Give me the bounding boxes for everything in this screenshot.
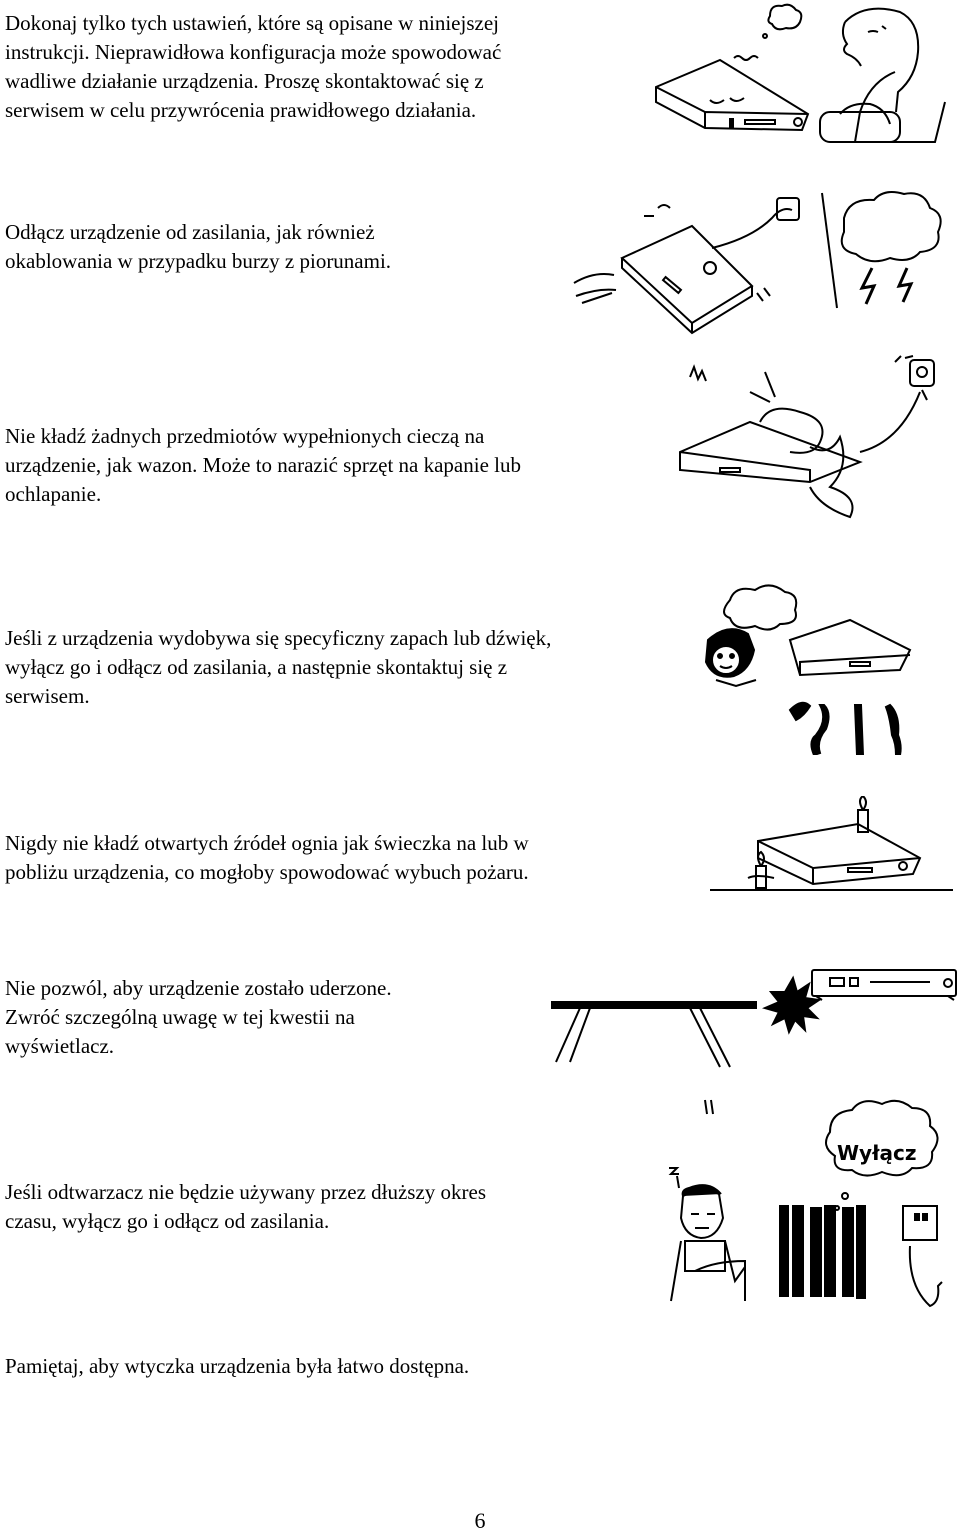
warning-text-settings: Dokonaj tylko tych ustawień, które są opisane w niniejszej instrukcji. Nieprawidłowa konfiguracja może spowodować wadliwe działanie urządzenia. Proszę skontaktować się z serwisem w celu przywrócenia prawidłowego działania. bbox=[5, 11, 502, 122]
warning-text-unplug: Jeśli odtwarzacz nie będzie używany przez dłuższy okres czasu, wyłącz go i odłącz od zasilania. bbox=[5, 1180, 487, 1233]
warning-text-fire: Nigdy nie kładź otwartych źródeł ognia jak świeczka na lub w pobliżu urządzenia, co mogłoby spowodować wybuch pożaru. bbox=[5, 831, 529, 884]
smoke-smell-icon bbox=[690, 580, 930, 755]
page-number: 6 bbox=[474, 1508, 486, 1533]
unplug-sleeping-icon bbox=[665, 1096, 950, 1311]
callout-label: Wyłącz bbox=[837, 1141, 917, 1165]
impact-table-icon bbox=[550, 962, 960, 1072]
warning-text-storm: Odłącz urządzenie od zasilania, jak również okablowania w przypadku burzy z piorunami. bbox=[5, 220, 392, 273]
spilled-vase-icon bbox=[660, 352, 955, 532]
warning-text-smell: Jeśli z urządzenia wydobywa się specyficzny zapach lub dźwięk, wyłącz go i odłącz od zasilania, a następnie skontaktuj się z serwisem. bbox=[5, 626, 552, 708]
candle-fire-icon bbox=[708, 796, 953, 896]
confused-user-icon bbox=[650, 2, 950, 152]
warning-text-impact: Nie pozwól, aby urządzenie zostało uderzone. Zwróć szczególną uwagę w tej kwestii na wyświetlacz. bbox=[5, 976, 392, 1058]
lightning-storm-icon bbox=[572, 188, 952, 338]
warning-text-plug-access: Pamiętaj, aby wtyczka urządzenia była łatwo dostępna. bbox=[5, 1354, 470, 1378]
warning-text-liquid: Nie kładź żadnych przedmiotów wypełnionych cieczą na urządzenie, jak wazon. Może to narazić sprzęt na kapanie lub ochlapanie. bbox=[5, 424, 521, 506]
